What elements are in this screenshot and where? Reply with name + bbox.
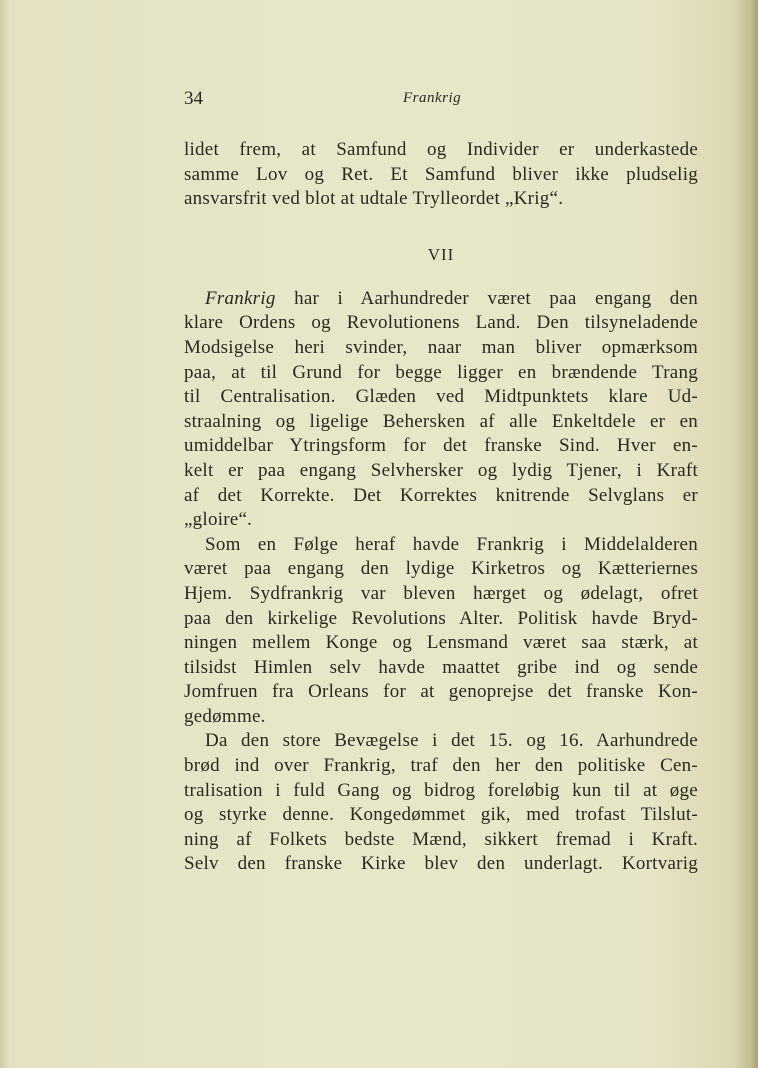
text-line: tilsidst Himlen selv havde maattet gribe ind og sende [184, 656, 698, 678]
text-line: ningen mellem Konge og Lensmand været saa stærk, at [184, 632, 698, 654]
body-text [184, 138, 698, 877]
text-line: ansvarsfrit ved blot at udtale Trylleordet „Krig“. [184, 188, 564, 210]
emphasized-word: Frankrig [205, 287, 276, 309]
text-line: og styrke denne. Kongedømmet gik, med trofast Tilslut- [184, 804, 698, 826]
text-line-rest: har i Aarhundreder været paa engang den [275, 287, 698, 309]
text-line: straalning og ligelige Behersken af alle Enkeltdele er en [184, 410, 698, 432]
text-line: af det Korrekte. Det Korrektes knitrende Selvglans er [184, 484, 698, 506]
page-edge-shadow [736, 0, 758, 1068]
page-gutter-shadow [0, 0, 10, 1068]
text-line: paa, at til Grund for begge ligger en brændende Trang [184, 361, 698, 383]
running-title: Frankrig [403, 90, 462, 106]
text-line: ning af Folkets bedste Mænd, sikkert fremad i Kraft. [184, 828, 698, 850]
text-line: klare Ordens og Revolutionens Land. Den tilsyneladende [184, 312, 698, 334]
text-line: Hjem. Sydfrankrig var bleven hærget og ødelagt, ofret [184, 582, 698, 604]
text-line: brød ind over Frankrig, traf den her den politiske Cen- [184, 755, 698, 777]
text-line: tralisation i fuld Gang og bidrog foreløbig kun til at øge [184, 779, 698, 801]
text-line: Da den store Bevægelse i det 15. og 16. Aarhundrede [205, 730, 698, 752]
text-line: Jomfruen fra Orleans for at genoprejse det franske Kon- [184, 681, 698, 703]
text-line [184, 287, 698, 312]
text-line: „gloire“. [184, 509, 253, 531]
text-line: paa den kirkelige Revolutions Alter. Politisk havde Bryd- [184, 607, 698, 629]
text-line: til Centralisation. Glæden ved Midtpunktets klare Ud- [184, 386, 698, 408]
text-line: lidet frem, at Samfund og Individer er underkastede [184, 139, 698, 160]
text-line: Som en Følge heraf havde Frankrig i Middelalderen [205, 533, 698, 555]
page-number: 34 [184, 88, 203, 109]
text-line: umiddelbar Ytringsform for det franske Sind. Hver en- [184, 435, 698, 457]
text-line: gedømme. [184, 705, 266, 727]
text-line: Selv den franske Kirke blev den underlagt. Kortvarig [184, 853, 698, 875]
page-header [184, 88, 684, 116]
text-line: kelt er paa engang Selvhersker og lydig Tjener, i Kraft [184, 459, 698, 481]
text-line: Modsigelse heri svinder, naar man bliver opmærksom [184, 336, 698, 358]
text-line: været paa engang den lydige Kirketros og Kætteriernes [184, 558, 698, 580]
section-heading: VII [427, 244, 455, 264]
text-line: samme Lov og Ret. Et Samfund bliver ikke pludselig [184, 163, 698, 185]
